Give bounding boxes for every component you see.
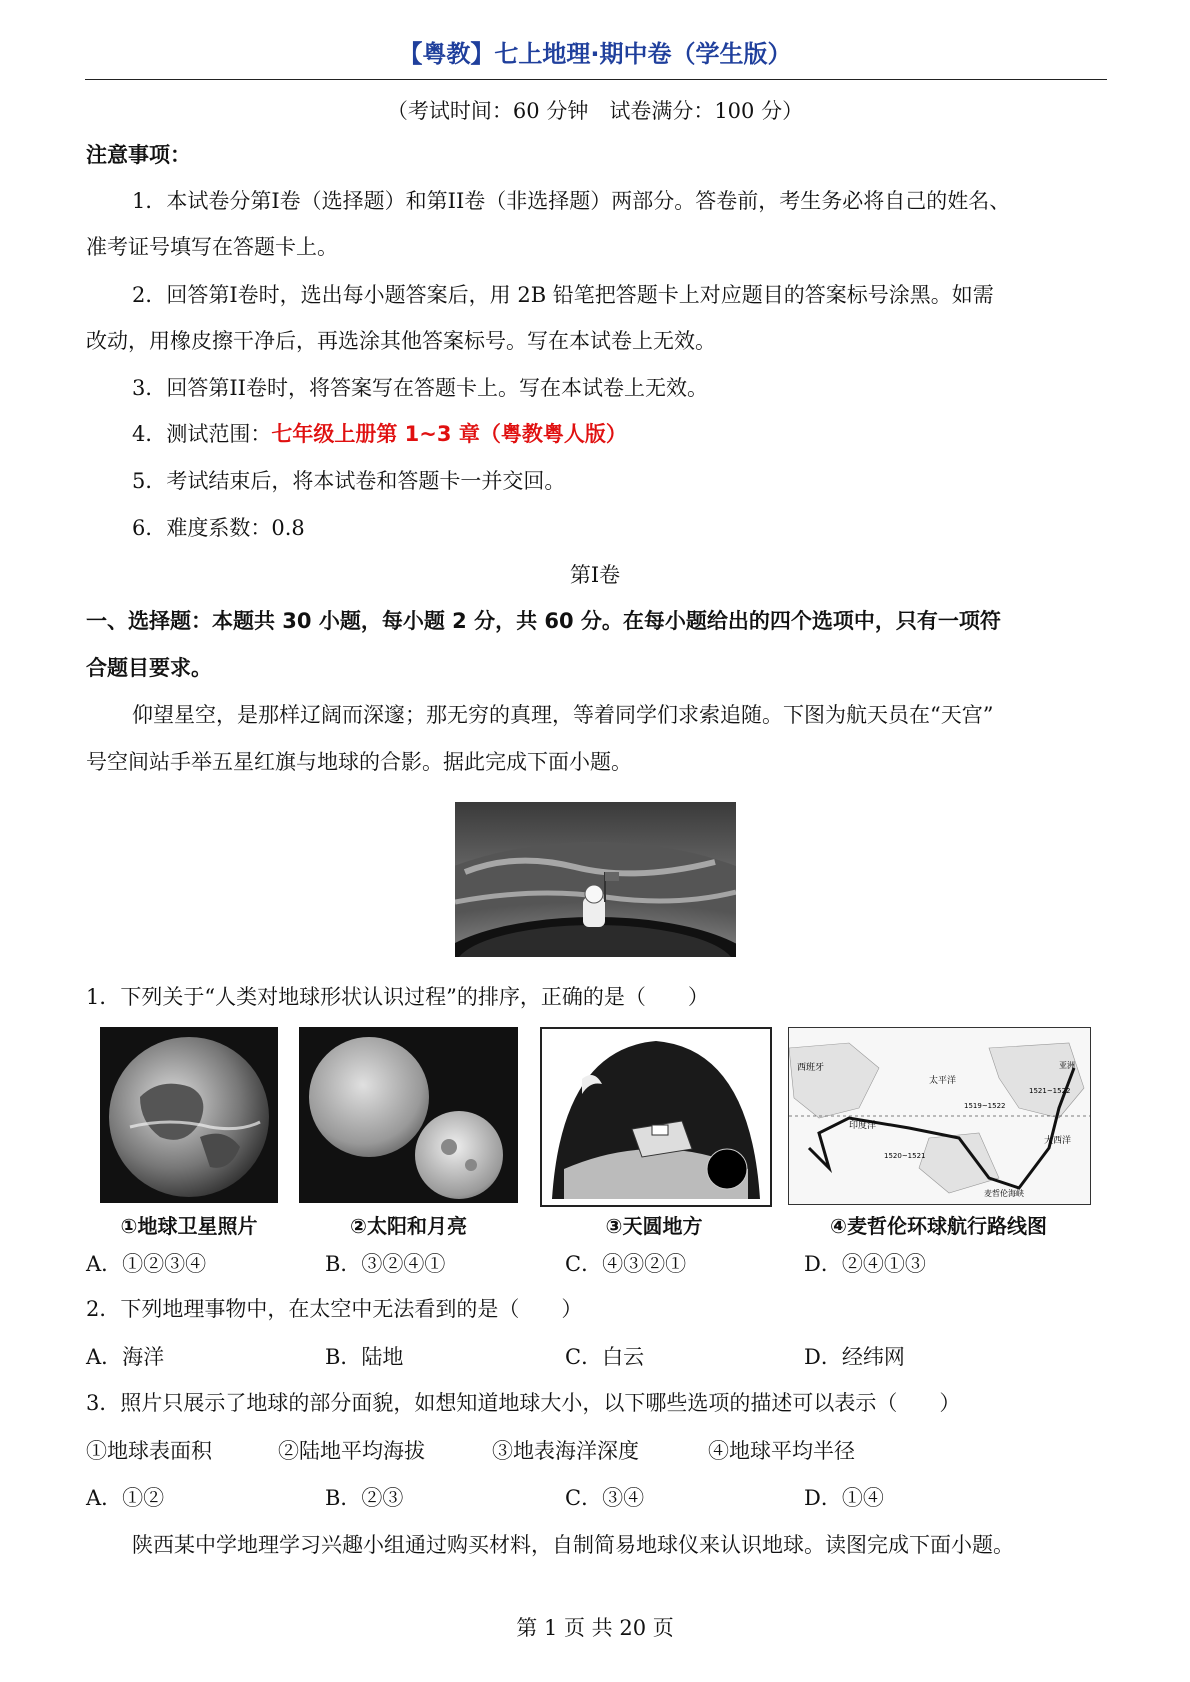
caption-magellan-map: ④麦哲伦环球航行路线图 <box>830 1214 1047 1238</box>
caption-sun-moon: ②太阳和月亮 <box>350 1214 467 1238</box>
notice-item-2-line-2: 改动，用橡皮擦干净后，再选涂其他答案标号。写在本试卷上无效。 <box>86 329 716 353</box>
notice-item-5: 5．考试结束后，将本试卷和答题卡一并交回。 <box>132 469 566 493</box>
map-label-asia: 亚洲 <box>1059 1061 1075 1070</box>
passage-1-line-1: 仰望星空，是那样辽阔而深邃；那无穷的真理，等着同学们求索追随。下图为航天员在“天宫” <box>132 703 994 727</box>
map-label-pacific: 太平洋 <box>929 1076 957 1086</box>
map-label-indian-ocean: 印度洋 <box>849 1121 877 1131</box>
exam-info: （考试时间：60 分钟 试卷满分：100 分） <box>386 99 804 123</box>
question-1-option-d[interactable]: D．②④①③ <box>804 1252 926 1276</box>
question-2-option-c[interactable]: C．白云 <box>565 1345 645 1369</box>
header-divider <box>85 79 1107 80</box>
question-3-option-c[interactable]: C．③④ <box>565 1486 645 1510</box>
passage-2: 陕西某中学地理学习兴趣小组通过购买材料，自制简易地球仪来认识地球。读图完成下面小题。 <box>132 1533 1014 1557</box>
sun-and-moon-photo <box>299 1027 518 1203</box>
map-label-magellan-strait: 麦哲伦海峡 <box>984 1189 1024 1198</box>
question-1-option-c[interactable]: C．④③②① <box>565 1252 687 1276</box>
question-2-option-b[interactable]: B．陆地 <box>325 1345 404 1369</box>
map-label-spain: 西班牙 <box>797 1063 825 1073</box>
magellan-voyage-map <box>788 1027 1091 1205</box>
section-heading-line-2: 合题目要求。 <box>86 656 212 680</box>
notice-heading: 注意事项： <box>86 143 191 167</box>
question-3-option-b[interactable]: B．②③ <box>325 1486 404 1510</box>
astronaut-photo <box>455 802 736 957</box>
question-3-item-4: ④地球平均半径 <box>708 1439 855 1463</box>
notice-item-4-prefix: 4．测试范围： <box>132 422 272 446</box>
question-1-option-a[interactable]: A．①②③④ <box>86 1252 207 1276</box>
question-2-option-d[interactable]: D．经纬网 <box>804 1345 905 1369</box>
section-heading-line-1: 一、选择题：本题共 30 小题，每小题 2 分，共 60 分。在每小题给出的四个选项中，只有一项符 <box>86 609 1001 633</box>
question-3-item-2: ②陆地平均海拔 <box>278 1439 425 1463</box>
caption-satellite: ①地球卫星照片 <box>120 1214 258 1238</box>
notice-item-2-line-1: 2．回答第I卷时，选出每小题答案后，用 2B 铅笔把答题卡上对应题目的答案标号涂黑。如需 <box>132 283 994 307</box>
round-sky-square-earth-illustration <box>540 1027 772 1207</box>
map-label-year-1: 1519~1522 <box>964 1102 1006 1110</box>
notice-item-1-line-1: 1．本试卷分第I卷（选择题）和第II卷（非选择题）两部分。答卷前，考生务必将自己的姓名、 <box>132 189 1011 213</box>
section-title: 第I卷 <box>569 563 621 587</box>
question-3-option-a[interactable]: A．①② <box>86 1486 165 1510</box>
map-label-atlantic: 大西洋 <box>1044 1136 1072 1146</box>
question-1-stem: 1．下列关于“人类对地球形状认识过程”的排序，正确的是（ ） <box>86 985 709 1009</box>
question-3-stem: 3．照片只展示了地球的部分面貌，如想知道地球大小，以下哪些选项的描述可以表示（ ） <box>86 1391 961 1415</box>
map-label-year-2: 1520~1521 <box>884 1152 926 1160</box>
caption-round-sky: ③天圆地方 <box>605 1214 703 1238</box>
page-number: 第 1 页 共 20 页 <box>516 1616 674 1640</box>
notice-item-6: 6．难度系数：0.8 <box>132 516 305 540</box>
document-title: 【粤教】七上地理·期中卷（学生版） <box>398 40 792 68</box>
map-label-year-3: 1521~1522 <box>1029 1087 1071 1095</box>
question-2-stem: 2．下列地理事物中，在太空中无法看到的是（ ） <box>86 1297 583 1321</box>
test-scope: 七年级上册第 1~3 章（粤教粤人版） <box>271 422 627 446</box>
notice-item-4 <box>132 419 627 449</box>
question-2-option-a[interactable]: A．海洋 <box>86 1345 165 1369</box>
question-3-option-d[interactable]: D．①④ <box>804 1486 884 1510</box>
question-1-option-b[interactable]: B．③②④① <box>325 1252 446 1276</box>
notice-item-3: 3．回答第II卷时，将答案写在答题卡上。写在本试卷上无效。 <box>132 376 708 400</box>
notice-item-1-line-2: 准考证号填写在答题卡上。 <box>86 235 338 259</box>
question-3-item-1: ①地球表面积 <box>86 1439 212 1463</box>
satellite-earth-photo <box>100 1027 278 1203</box>
passage-1-line-2: 号空间站手举五星红旗与地球的合影。据此完成下面小题。 <box>86 750 632 774</box>
question-3-item-3: ③地表海洋深度 <box>492 1439 639 1463</box>
